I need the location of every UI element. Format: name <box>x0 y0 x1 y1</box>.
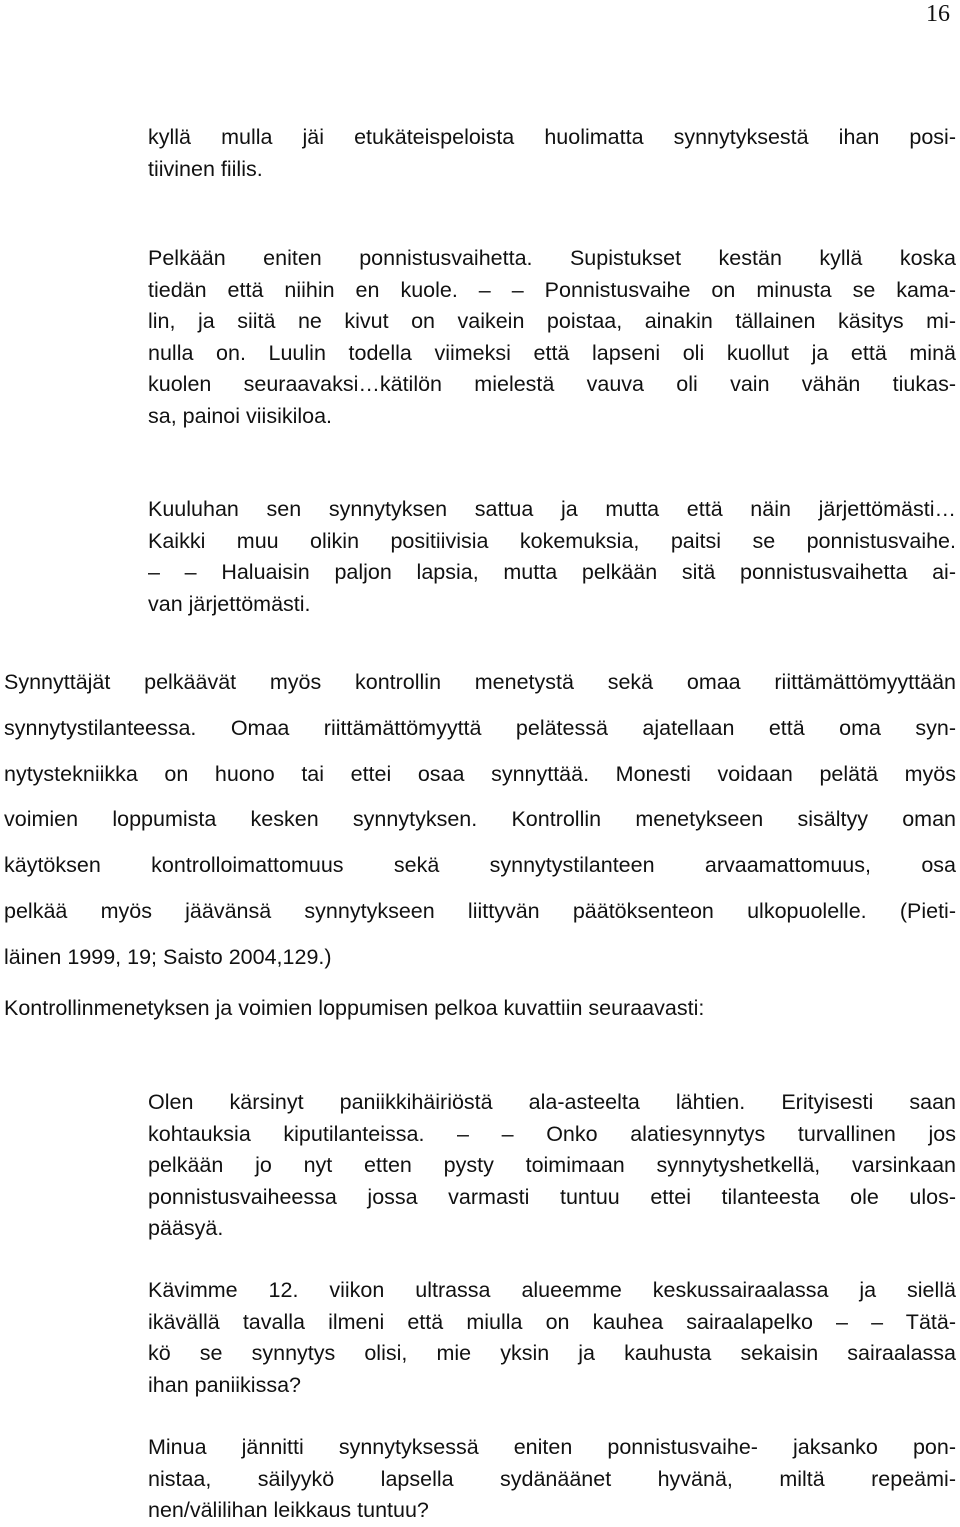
text-line: synnytystilanteessa. Omaa riittämättömyyttä pelätessä ajatellaan että oma syn- <box>4 715 956 740</box>
text-line: kuolen seuraavaksi…kätilön mielestä vauva oli vain vähän tiukas- <box>148 372 956 397</box>
text-line: Minua jännitti synnytyksessä eniten ponnistusvaihe- jaksanko pon- <box>148 1435 956 1459</box>
text-line: nistaa, säilyykö lapsella sydänäänet hyvänä, miltä repeämi- <box>148 1466 956 1491</box>
text-line: pelkää myös jäävänsä synnytykseen liittyvän päätöksenteon ulkopuolelle. (Pieti- <box>4 898 956 923</box>
text-line: tiivinen fiilis. <box>148 156 263 181</box>
text-line: ikävällä tavalla ilmeni että miulla on kauhea sairaalapelko – – Tätä- <box>148 1309 956 1334</box>
quote-block-4 <box>148 1087 956 1245</box>
quote-block-1 <box>148 122 956 185</box>
text-line: pelkään jo nyt etten pysty toimimaan synnytyshetkellä, varsinkaan <box>148 1153 956 1178</box>
text-line: – – Haluaisin paljon lapsia, mutta pelkään sitä ponnistusvaihetta ai- <box>148 560 956 585</box>
text-line: nen/välilihan leikkaus tuntuu? <box>148 1498 429 1523</box>
text-line: Synnyttäjät pelkäävät myös kontrollin menetystä sekä omaa riittämättömyyttään <box>4 670 956 694</box>
quote-block-6 <box>148 1432 956 1527</box>
text-line: läinen 1999, 19; Saisto 2004,129.) <box>4 944 332 969</box>
quote-block-5 <box>148 1275 956 1401</box>
text-line: käytöksen kontrolloimattomuus sekä synnytystilanteen arvaamattomuus, osa <box>4 853 956 878</box>
text-line: pääsyä. <box>148 1216 224 1241</box>
text-line: Pelkään eniten ponnistusvaihetta. Supistukset kestän kyllä koska <box>148 246 956 270</box>
quote-block-2 <box>148 243 956 433</box>
text-line: nulla on. Luulin todella viimeksi että lapseni oli kuollut ja että minä <box>148 340 956 365</box>
text-line: van järjettömästi. <box>148 591 311 616</box>
text-line: tiedän että niihin en kuole. – – Ponnistusvaihe on minusta se kama- <box>148 277 956 302</box>
text-line: Kuuluhan sen synnytyksen sattua ja mutta että näin järjettömästi… <box>148 497 956 521</box>
text-line: Olen kärsinyt paniikkihäiriöstä ala-asteelta lähtien. Erityisesti saan <box>148 1090 956 1114</box>
text-line: Kävimme 12. viikon ultrassa alueemme keskussairaalassa ja siellä <box>148 1278 956 1302</box>
text-line: kö se synnytys olisi, mie yksin ja kauhusta sekaisin sairaalassa <box>148 1341 956 1366</box>
text-line: ihan paniikissa? <box>148 1372 301 1397</box>
text-line: kohtauksia kiputilanteissa. – – Onko alatiesynnytys turvallinen jos <box>148 1121 956 1146</box>
text-line: ponnistusvaiheessa jossa varmasti tuntuu ettei tilanteesta ole ulos- <box>148 1184 956 1209</box>
text-line: nytystekniikka on huono tai ettei osaa synnyttää. Monesti voidaan pelätä myös <box>4 761 956 786</box>
text-line: voimien loppumista kesken synnytyksen. Kontrollin menetykseen sisältyy oman <box>4 807 956 832</box>
body-paragraph <box>4 660 956 981</box>
page-number: 16 <box>926 1 950 27</box>
quote-block-3 <box>148 494 956 620</box>
text-line: kyllä mulla jäi etukäteispeloista huolimatta synnytyksestä ihan posi- <box>148 125 956 149</box>
text-line: Kaikki muu olikin positiivisia kokemuksia, paitsi se ponnistusvaihe. <box>148 528 956 553</box>
lead-in-sentence: Kontrollinmenetyksen ja voimien loppumisen pelkoa kuvattiin seuraavasti: <box>4 996 705 1020</box>
text-line: sa, painoi viisikiloa. <box>148 403 333 428</box>
text-line: lin, ja siitä ne kivut on vaikein poistaa, ainakin tällainen käsitys mi- <box>148 309 956 334</box>
